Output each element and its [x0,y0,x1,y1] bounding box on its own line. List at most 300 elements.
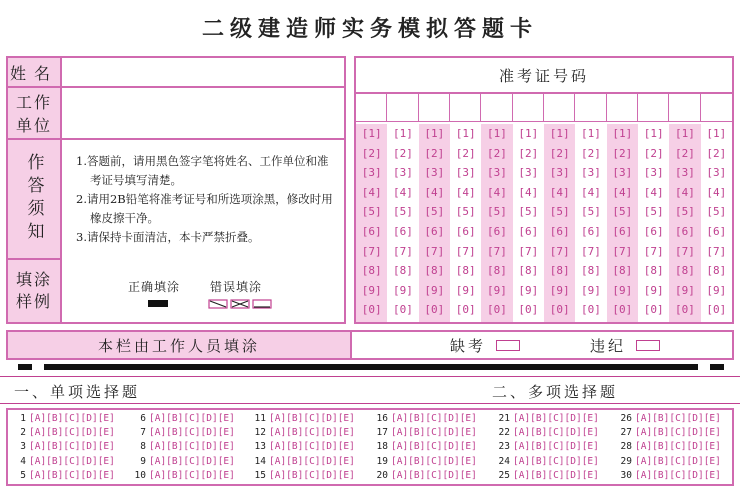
option-bubble[interactable]: [C] [425,455,443,467]
exam-id-digit-bubble[interactable]: [8] [518,264,539,278]
exam-id-digit-bubble[interactable]: [4] [706,185,727,199]
exam-id-digit-bubble[interactable]: [2] [518,146,539,160]
exam-id-digit-bubble[interactable]: [1] [393,127,413,140]
exam-id-digit-bubble[interactable]: [2] [455,146,476,160]
exam-id-digit-bubble[interactable]: [9] [581,283,601,297]
option-bubble[interactable]: [C] [547,413,565,424]
option-bubble[interactable]: [C] [303,441,321,453]
exam-id-digit-bubble[interactable]: [1] [487,127,507,140]
option-bubble[interactable]: [D] [200,469,218,481]
question-number: 10 [134,469,146,481]
exam-id-digit-bubble[interactable]: [3] [643,166,664,180]
option-bubble[interactable]: [D] [80,427,98,439]
exam-id-digit-bubble[interactable]: [8] [581,264,601,278]
exam-id-digit-bubble[interactable]: [8] [393,264,413,278]
option-bubble[interactable]: [C] [547,469,565,481]
option-bubble[interactable]: [B] [166,413,184,424]
exam-id-write-cell[interactable] [513,94,544,121]
question-number: 9 [140,455,146,467]
option-bubble[interactable]: [E] [97,413,115,424]
exam-id-digit-bubble[interactable]: [6] [675,224,695,238]
exam-id-digit-bubble[interactable]: [3] [455,166,476,180]
option-bubble[interactable]: [B] [652,427,670,439]
exam-id-write-cell[interactable] [575,94,606,121]
option-bubble[interactable]: [A] [269,469,287,481]
option-bubble[interactable]: [C] [669,413,687,424]
option-bubble[interactable]: [E] [337,413,355,424]
option-bubble[interactable]: [E] [337,427,355,439]
exam-id-digit-bubble[interactable]: [7] [361,244,382,258]
exam-id-digit-bubble[interactable]: [6] [361,224,382,238]
exam-id-digit-bubble[interactable]: [2] [487,146,507,160]
exam-id-digit-bubble[interactable]: [6] [455,224,476,238]
option-bubble[interactable]: [E] [581,441,599,453]
exam-id-digit-bubble[interactable]: [4] [643,185,664,199]
option-bubble[interactable]: [D] [442,427,460,439]
question-row [132,469,235,483]
exam-id-digit-bubble[interactable]: [0] [706,303,727,317]
exam-id-digit-bubble[interactable]: [0] [455,303,476,317]
option-bubble[interactable]: [B] [46,469,64,481]
option-bubble[interactable]: [A] [149,413,167,424]
exam-id-write-cell[interactable] [481,94,512,121]
option-bubble[interactable]: [A] [269,455,287,467]
option-bubble[interactable]: [E] [217,469,235,481]
exam-id-digit-bubble[interactable]: [7] [581,244,601,258]
option-bubble[interactable]: [B] [652,413,670,424]
option-bubble[interactable]: [D] [686,455,704,467]
exam-id-digit-bubble[interactable]: [7] [643,244,664,258]
exam-id-digit-bubble[interactable]: [2] [393,146,413,160]
option-bubble[interactable]: [A] [391,441,409,453]
exam-id-digit-bubble[interactable]: [2] [706,146,727,160]
option-bubble[interactable]: [E] [459,441,477,453]
option-bubble[interactable]: [D] [442,455,460,467]
question-number: 2 [20,427,26,439]
exam-id-write-cell[interactable] [419,94,450,121]
option-bubble[interactable]: [D] [320,469,338,481]
option-bubble[interactable]: [D] [686,441,704,453]
exam-id-digit-bubble[interactable]: [4] [487,185,507,199]
exam-id-digit-bubble[interactable]: [5] [581,205,601,219]
option-bubble[interactable]: [E] [581,427,599,439]
option-bubble[interactable]: [E] [337,441,355,453]
exam-id-digit-bubble[interactable]: [2] [424,146,445,160]
option-bubble[interactable]: [D] [564,427,582,439]
question-row [252,455,355,469]
option-bubble[interactable]: [A] [149,469,167,481]
exam-id-digit-bubble[interactable]: [4] [361,185,382,199]
exam-id-digit-bubble[interactable]: [1] [361,127,382,140]
option-bubble[interactable]: [B] [652,441,670,453]
option-bubble[interactable]: [E] [337,469,355,481]
option-bubble[interactable]: [B] [166,427,184,439]
exam-id-write-cell[interactable] [450,94,481,121]
exam-id-digit-bubble[interactable]: [7] [487,244,507,258]
exam-id-digit-bubble[interactable]: [7] [612,244,633,258]
question-number: 16 [376,413,388,424]
exam-id-digit-bubble[interactable]: [9] [393,283,413,297]
exam-id-digit-bubble[interactable]: [8] [612,264,633,278]
option-bubble[interactable]: [B] [652,469,670,481]
option-bubble[interactable]: [D] [564,469,582,481]
option-bubble[interactable]: [A] [635,413,653,424]
option-bubble[interactable]: [C] [425,469,443,481]
exam-id-digit-bubble[interactable]: [6] [487,224,507,238]
option-bubble[interactable]: [B] [408,441,426,453]
exam-id-digit-bubble[interactable]: [0] [393,303,413,317]
exam-id-write-cell[interactable] [544,94,575,121]
option-bubble[interactable]: [B] [408,455,426,467]
exam-id-write-cell[interactable] [356,94,387,121]
name-field[interactable] [62,58,344,88]
option-bubble[interactable]: [A] [29,413,47,424]
exam-id-digit-bubble[interactable]: [5] [612,205,633,219]
exam-id-digit-bubble[interactable]: [8] [455,264,476,278]
exam-id-digit-bubble[interactable]: [5] [424,205,445,219]
exam-id-digit-bubble[interactable]: [3] [361,166,382,180]
exam-id-digit-bubble[interactable]: [6] [518,224,539,238]
option-bubble[interactable]: [C] [63,469,81,481]
option-bubble[interactable]: [D] [686,469,704,481]
exam-id-digit-bubble[interactable]: [4] [612,185,633,199]
exam-id-digit-bubble[interactable]: [3] [706,166,727,180]
option-bubble[interactable]: [B] [530,413,548,424]
option-bubble[interactable]: [C] [669,441,687,453]
exam-id-digit-bubble[interactable]: [1] [424,127,445,140]
option-bubble[interactable]: [C] [669,469,687,481]
option-bubble[interactable]: [E] [97,441,115,453]
exam-id-digit-bubble[interactable]: [1] [518,127,539,140]
option-bubble[interactable]: [C] [303,455,321,467]
option-bubble[interactable]: [D] [564,413,582,424]
exam-id-digit-bubble[interactable]: [8] [487,264,507,278]
option-bubble[interactable]: [A] [149,455,167,467]
option-bubble[interactable]: [B] [530,469,548,481]
option-bubble[interactable]: [D] [442,441,460,453]
option-bubble[interactable]: [B] [530,441,548,453]
exam-id-digit-bubble[interactable]: [6] [612,224,633,238]
option-bubble[interactable]: [E] [97,427,115,439]
exam-id-digit-bubble[interactable]: [3] [424,166,445,180]
exam-id-digit-bubble[interactable]: [4] [455,185,476,199]
option-bubble[interactable]: [B] [530,427,548,439]
option-bubble[interactable]: [C] [547,441,565,453]
question-group [252,412,355,483]
question-number: 6 [140,413,146,424]
option-bubble[interactable]: [C] [303,413,321,424]
option-bubble[interactable]: [D] [80,441,98,453]
option-bubble[interactable]: [A] [513,427,531,439]
exam-id-digit-column [544,124,575,322]
option-bubble[interactable]: [B] [46,455,64,467]
exam-id-write-cell[interactable] [387,94,418,121]
option-bubble[interactable]: [E] [97,455,115,467]
option-bubble[interactable]: [C] [547,455,565,467]
exam-id-digit-bubble[interactable]: [9] [643,283,664,297]
exam-id-digit-bubble[interactable]: [9] [675,283,695,297]
exam-id-digit-bubble[interactable]: [5] [487,205,507,219]
option-bubble[interactable]: [A] [269,441,287,453]
option-bubble[interactable]: [C] [63,455,81,467]
option-bubble[interactable]: [B] [408,427,426,439]
exam-id-digit-bubble[interactable]: [9] [361,283,382,297]
exam-id-digit-bubble[interactable]: [5] [393,205,413,219]
exam-id-digit-bubble[interactable]: [3] [612,166,633,180]
option-bubble[interactable]: [A] [29,441,47,453]
option-bubble[interactable]: [D] [80,413,98,424]
exam-id-digit-bubble[interactable]: [4] [675,185,695,199]
option-bubble[interactable]: [A] [513,441,531,453]
exam-id-digit-bubble[interactable]: [1] [549,127,570,140]
exam-id-digit-bubble[interactable]: [1] [675,127,695,140]
option-bubble[interactable]: [A] [149,427,167,439]
option-bubble[interactable]: [A] [391,413,409,424]
question-number: 23 [498,441,510,453]
exam-id-digit-bubble[interactable]: [7] [518,244,539,258]
option-bubble[interactable]: [E] [581,455,599,467]
option-bubble[interactable]: [A] [513,455,531,467]
option-bubble[interactable]: [C] [63,427,81,439]
exam-id-digit-bubble[interactable]: [3] [393,166,413,180]
option-bubble[interactable]: [A] [29,427,47,439]
option-bubble[interactable]: [A] [513,413,531,424]
option-bubble[interactable]: [E] [703,427,721,439]
option-bubble[interactable]: [C] [183,441,201,453]
exam-id-digit-bubble[interactable]: [5] [455,205,476,219]
option-bubble[interactable]: [C] [669,427,687,439]
exam-id-digit-bubble[interactable]: [5] [361,205,382,219]
exam-id-digit-bubble[interactable]: [9] [487,283,507,297]
exam-id-digit-bubble[interactable]: [1] [706,127,727,140]
exam-id-digit-bubble[interactable]: [8] [361,264,382,278]
exam-id-digit-bubble[interactable]: [6] [549,224,570,238]
option-bubble[interactable]: [B] [166,469,184,481]
option-bubble[interactable]: [E] [581,469,599,481]
exam-id-digit-bubble[interactable]: [2] [549,146,570,160]
option-bubble[interactable]: [E] [459,469,477,481]
exam-id-digit-bubble[interactable]: [6] [643,224,664,238]
option-bubble[interactable]: [C] [183,413,201,424]
absent-box[interactable] [496,340,520,351]
option-bubble[interactable]: [B] [530,455,548,467]
option-bubble[interactable]: [D] [320,413,338,424]
exam-id-digit-bubble[interactable]: [9] [424,283,445,297]
exam-id-digit-bubble[interactable]: [4] [581,185,601,199]
option-bubble[interactable]: [C] [669,455,687,467]
exam-id-digit-bubble[interactable]: [9] [549,283,570,297]
option-bubble[interactable]: [C] [183,427,201,439]
option-bubble[interactable]: [D] [564,455,582,467]
exam-id-digit-bubble[interactable]: [9] [706,283,727,297]
exam-id-digit-bubble[interactable]: [8] [643,264,664,278]
option-bubble[interactable]: [A] [29,469,47,481]
option-bubble[interactable]: [B] [46,427,64,439]
option-bubble[interactable]: [A] [635,427,653,439]
option-bubble[interactable]: [C] [63,441,81,453]
option-bubble[interactable]: [B] [286,427,304,439]
option-bubble[interactable]: [C] [425,441,443,453]
option-bubble[interactable]: [D] [442,413,460,424]
exam-id-digit-bubble[interactable]: [0] [361,303,382,317]
exam-id-digit-bubble[interactable]: [9] [455,283,476,297]
exam-id-digit-bubble[interactable]: [0] [581,303,601,317]
exam-id-digit-bubble[interactable]: [4] [518,185,539,199]
option-bubble[interactable]: [C] [425,427,443,439]
exam-id-digit-bubble[interactable]: [8] [424,264,445,278]
exam-id-digit-bubble[interactable]: [4] [393,185,413,199]
exam-id-digit-bubble[interactable]: [6] [581,224,601,238]
violation-box[interactable] [636,340,660,351]
exam-id-digit-bubble[interactable]: [7] [549,244,570,258]
exam-id-digit-bubble[interactable]: [3] [518,166,539,180]
option-bubble[interactable]: [D] [564,441,582,453]
option-bubble[interactable]: [D] [200,455,218,467]
option-bubble[interactable]: [A] [635,469,653,481]
option-bubble[interactable]: [C] [425,413,443,424]
option-bubble[interactable]: [E] [337,455,355,467]
option-bubble[interactable]: [D] [320,455,338,467]
exam-id-write-cell[interactable] [638,94,669,121]
exam-id-digit-bubble[interactable]: [3] [675,166,695,180]
exam-id-digit-bubble[interactable]: [5] [675,205,695,219]
option-bubble[interactable]: [B] [286,469,304,481]
option-bubble[interactable]: [D] [80,455,98,467]
exam-id-digit-bubble[interactable]: [0] [612,303,633,317]
option-bubble[interactable]: [B] [286,455,304,467]
exam-id-digit-bubble[interactable]: [9] [612,283,633,297]
option-bubble[interactable]: [E] [459,413,477,424]
exam-id-digit-bubble[interactable]: [6] [706,224,727,238]
question-number: 14 [254,455,266,467]
exam-id-digit-bubble[interactable]: [2] [581,146,601,160]
workplace-field[interactable] [62,88,344,140]
option-bubble[interactable]: [A] [635,455,653,467]
exam-id-digit-bubble[interactable]: [2] [675,146,695,160]
exam-id-digit-bubble[interactable]: [2] [643,146,664,160]
exam-id-digit-bubble[interactable]: [0] [643,303,664,317]
option-bubble[interactable]: [E] [217,413,235,424]
option-bubble[interactable]: [E] [703,455,721,467]
exam-id-write-cell[interactable] [701,94,732,121]
exam-id-digit-column [669,124,700,322]
option-bubble[interactable]: [E] [459,455,477,467]
exam-id-digit-bubble[interactable]: [0] [675,303,695,317]
exam-id-digit-bubble[interactable]: [0] [424,303,445,317]
exam-id-write-cell[interactable] [669,94,700,121]
option-bubble[interactable]: [A] [29,455,47,467]
exam-id-digit-bubble[interactable]: [5] [549,205,570,219]
exam-id-digit-bubble[interactable]: [4] [424,185,445,199]
exam-id-digit-bubble[interactable]: [5] [706,205,727,219]
exam-id-digit-bubble[interactable]: [9] [518,283,539,297]
option-bubble[interactable]: [D] [200,427,218,439]
option-bubble[interactable]: [A] [149,441,167,453]
exam-id-digit-bubble[interactable]: [1] [455,127,476,140]
option-bubble[interactable]: [E] [703,441,721,453]
exam-id-digit-bubble[interactable]: [0] [549,303,570,317]
option-bubble[interactable]: [B] [286,441,304,453]
exam-id-digit-bubble[interactable]: [2] [612,146,633,160]
exam-id-digit-bubble[interactable]: [4] [549,185,570,199]
option-bubble[interactable]: [C] [303,469,321,481]
option-bubble[interactable]: [D] [442,469,460,481]
exam-id-digit-bubble[interactable]: [5] [643,205,664,219]
option-bubble[interactable]: [A] [513,469,531,481]
exam-id-digit-bubble[interactable]: [7] [675,244,695,258]
exam-id-digit-bubble[interactable]: [3] [581,166,601,180]
option-bubble[interactable]: [D] [200,413,218,424]
option-bubble[interactable]: [A] [391,455,409,467]
option-bubble[interactable]: [E] [703,469,721,481]
option-bubble[interactable]: [A] [269,427,287,439]
option-bubble[interactable]: [A] [391,469,409,481]
option-bubble[interactable]: [B] [46,441,64,453]
exam-id-digit-bubble[interactable]: [7] [393,244,413,258]
option-bubble[interactable]: [E] [459,427,477,439]
option-bubble[interactable]: [C] [303,427,321,439]
exam-id-digit-bubble[interactable]: [0] [518,303,539,317]
option-bubble[interactable]: [D] [320,427,338,439]
option-bubble[interactable]: [D] [320,441,338,453]
option-bubble[interactable]: [C] [547,427,565,439]
question-group [618,412,721,483]
exam-id-digit-bubble[interactable]: [8] [549,264,570,278]
option-bubble[interactable]: [D] [686,427,704,439]
exam-id-digit-bubble[interactable]: [6] [424,224,445,238]
exam-id-digit-bubble[interactable]: [5] [518,205,539,219]
exam-id-digit-bubble[interactable]: [7] [455,244,476,258]
exam-id-digit-bubble[interactable]: [7] [424,244,445,258]
option-bubble[interactable]: [B] [46,413,64,424]
option-bubble[interactable]: [E] [217,455,235,467]
exam-id-digit-bubble[interactable]: [8] [706,264,727,278]
option-bubble[interactable]: [D] [200,441,218,453]
option-bubble[interactable]: [E] [703,413,721,424]
option-bubble[interactable]: [B] [286,413,304,424]
question-group [132,412,235,483]
option-bubble[interactable]: [C] [63,413,81,424]
exam-id-digit-bubble[interactable]: [1] [643,127,664,140]
option-bubble[interactable]: [A] [269,413,287,424]
option-bubble[interactable]: [E] [581,413,599,424]
option-bubble[interactable]: [E] [217,441,235,453]
option-bubble[interactable]: [D] [686,413,704,424]
exam-id-digit-bubble[interactable]: [3] [487,166,507,180]
exam-id-digit-bubble[interactable]: [1] [581,127,601,140]
option-bubble[interactable]: [D] [80,469,98,481]
option-bubble[interactable]: [B] [408,469,426,481]
exam-id-write-cell[interactable] [607,94,638,121]
option-bubble[interactable]: [E] [217,427,235,439]
exam-id-digit-bubble[interactable]: [2] [361,146,382,160]
option-bubble[interactable]: [E] [97,469,115,481]
option-bubble[interactable]: [A] [391,427,409,439]
option-bubble[interactable]: [B] [652,455,670,467]
option-bubble[interactable]: [A] [635,441,653,453]
exam-id-digit-bubble[interactable]: [6] [393,224,413,238]
option-bubble[interactable]: [B] [166,441,184,453]
exam-id-digit-bubble[interactable]: [7] [706,244,727,258]
option-bubble[interactable]: [C] [183,455,201,467]
exam-id-digit-bubble[interactable]: [3] [549,166,570,180]
option-bubble[interactable]: [C] [183,469,201,481]
option-bubble[interactable]: [B] [166,455,184,467]
exam-id-digit-bubble[interactable]: [0] [487,303,507,317]
option-bubble[interactable]: [B] [408,413,426,424]
exam-id-digit-bubble[interactable]: [8] [675,264,695,278]
exam-id-digit-bubble[interactable]: [1] [612,127,633,140]
